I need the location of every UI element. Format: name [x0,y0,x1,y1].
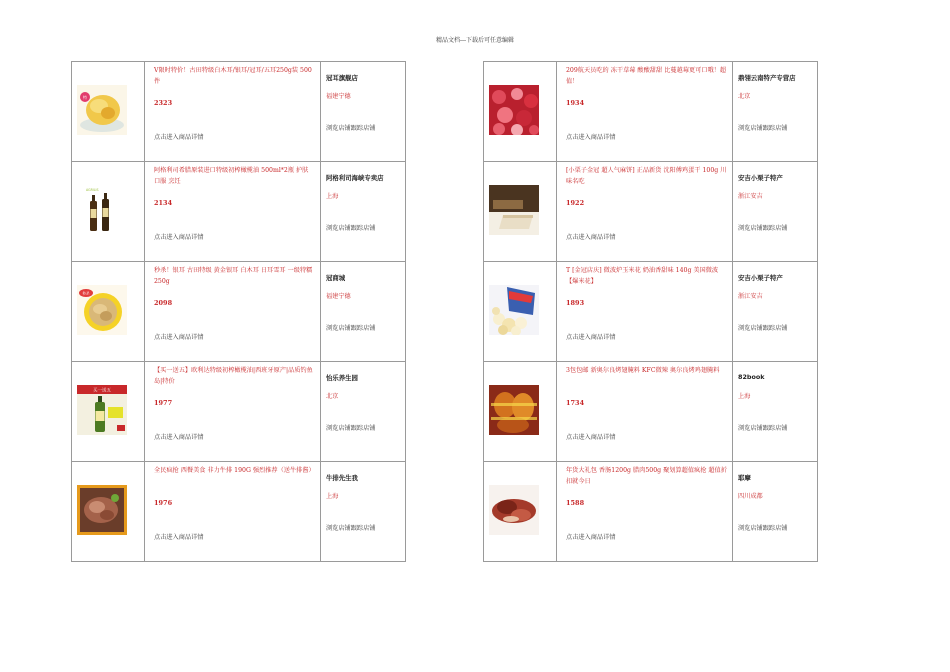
shop-location: 上海 [326,493,339,500]
left-product-table [71,61,406,562]
shop-follow-link[interactable]: 浏览店铺跟踪店铺 [738,425,788,432]
table-row [484,62,818,162]
product-price: 1977 [154,399,173,407]
shop-follow-link[interactable]: 浏览店铺跟踪店铺 [738,325,788,332]
product-title[interactable]: 全民疯抢 西餐美食 非力牛排 190G 强烈推荐（送牛排酱） [154,467,315,474]
shop-cell [733,262,818,362]
shop-name[interactable]: 安吉小栗子特产 [738,274,783,282]
shop-location: 浙江安吉 [738,293,763,300]
shop-follow-link[interactable]: 浏览店铺跟踪店铺 [738,225,788,232]
shop-location: 福建宁德 [326,293,351,300]
shop-location: 北京 [738,93,751,100]
table-row [72,62,406,162]
product-price: 1934 [566,99,585,107]
product-info-cell [557,162,733,262]
product-title[interactable]: [小栗子金冠 超人气麻饼] 正品新货 沈阳傅鸡蛋干 100g 川味名吃 [566,167,727,185]
shop-name[interactable]: 82book [738,373,765,381]
product-image-cell [72,262,145,362]
product-image-cell [484,462,557,562]
shop-cell [321,362,406,462]
product-detail-link[interactable]: 点击进入商品详情 [566,534,616,541]
product-info-cell [557,262,733,362]
product-image-cell [484,62,557,162]
product-image-cell [72,362,145,462]
shop-name[interactable]: 冠耳旗舰店 [326,74,358,82]
product-detail-link[interactable]: 点击进入商品详情 [566,434,616,441]
tremella-fungus-image[interactable] [77,85,127,135]
svg-text:秒杀: 秒杀 [82,291,90,296]
svg-text:买一送五: 买一送五 [93,388,111,394]
shop-follow-link[interactable]: 浏览店铺跟踪店铺 [326,425,376,432]
steak-image[interactable] [77,485,127,535]
product-title[interactable]: 秒杀！银耳 古田特级 黄金银耳 白木耳 日耳雪耳 一级特糯 250g [154,267,313,285]
product-detail-link[interactable]: 点击进入商品详情 [566,334,616,341]
product-price: 2323 [154,99,173,107]
right-product-table [483,61,818,562]
product-detail-link[interactable]: 点击进入商品详情 [154,334,204,341]
product-info-cell [145,262,321,362]
shop-location: 福建宁德 [326,93,351,100]
product-title[interactable]: T [金冠店庆] 微波炉玉米花 奶油香甜味 140g 美国微波【爆米花】 [566,267,719,285]
document-header-note: 精品文档---下载后可任意编辑 [435,37,515,44]
shop-cell [321,462,406,562]
shop-name[interactable]: 怡乐养生园 [326,374,358,382]
olive-oil-promo-image[interactable] [77,385,127,435]
product-info-cell [145,162,321,262]
product-info-cell [557,62,733,162]
product-price: 1893 [566,299,585,307]
freeze-dried-strawberry-image[interactable] [489,85,539,135]
shop-cell [321,62,406,162]
product-image-cell [72,62,145,162]
shop-cell [733,162,818,262]
shop-follow-link[interactable]: 浏览店铺跟踪店铺 [738,525,788,532]
shop-cell [321,262,406,362]
shop-name[interactable]: 冠商城 [326,274,346,282]
shop-location: 浙江安吉 [738,193,763,200]
roast-wings-image[interactable] [489,385,539,435]
shop-name[interactable]: 耶摩 [738,474,751,482]
shop-name[interactable]: 牛排先生我 [326,474,358,482]
shop-location: 北京 [326,393,339,400]
shop-cell [321,162,406,262]
product-title[interactable]: 209航天员吃的 冻干草莓 酸酸甜甜 比蔓越莓更可口哦！超值！ [566,67,727,85]
golden-fungus-image[interactable] [77,285,127,335]
product-image-cell [484,162,557,262]
product-detail-link[interactable]: 点击进入商品详情 [154,434,204,441]
shop-name[interactable]: 安吉小栗子特产 [738,174,783,182]
product-image-cell [72,462,145,562]
shop-cell [733,462,818,562]
shop-name[interactable]: 阿格利司海峡专卖店 [326,174,384,182]
shop-cell [733,62,818,162]
shop-follow-link[interactable]: 浏览店铺跟踪店铺 [326,325,376,332]
shop-cell [733,362,818,462]
dried-tofu-image[interactable] [489,185,539,235]
product-price: 2134 [154,199,173,207]
shop-follow-link[interactable]: 浏览店铺跟踪店铺 [326,125,376,132]
table-row [72,262,406,362]
table-row [72,362,406,462]
product-price: 1588 [566,499,585,507]
sausage-image[interactable] [489,485,539,535]
shop-follow-link[interactable]: 浏览店铺跟踪店铺 [326,225,376,232]
product-title[interactable]: V限时特价！古田特级白木耳/银耳/冠耳/五耳250g装 500件 [154,67,312,85]
product-image-cell [72,162,145,262]
shop-follow-link[interactable]: 浏览店铺跟踪店铺 [326,525,376,532]
product-detail-link[interactable]: 点击进入商品详情 [566,234,616,241]
product-title[interactable]: 阿格利司希腊原装进口特级初榨橄榄油 500ml*2瓶 护肤 口服 烹饪 [154,167,309,185]
product-info-cell [145,462,321,562]
product-info-cell [145,362,321,462]
product-detail-link[interactable]: 点击进入商品详情 [566,134,616,141]
table-row [484,462,818,562]
table-row [484,362,818,462]
product-price: 1734 [566,399,585,407]
table-row [72,462,406,562]
svg-text:特: 特 [83,95,87,100]
shop-location: 上海 [738,393,751,400]
product-price: 1922 [566,199,585,207]
product-title[interactable]: 年货大礼包 香肠1200g 腊肉500g 聚划算超值疯抢 超值折扣就今日 [566,467,727,485]
shop-location: 四川成都 [738,493,763,500]
shop-follow-link[interactable]: 浏览店铺跟踪店铺 [738,125,788,132]
shop-name[interactable]: 鼎翎云南特产专营店 [738,74,796,82]
svg-text:AGRILIS: AGRILIS [86,188,99,192]
product-image-cell [484,362,557,462]
product-title[interactable]: 【买一送五】欧利达特级初榨橄榄油|西班牙原产|品质钓鱼岛|特价 [154,367,313,385]
table-row [72,162,406,262]
shop-location: 上海 [326,193,339,200]
product-price: 1976 [154,499,173,507]
product-detail-link[interactable]: 点击进入商品详情 [154,534,204,541]
product-info-cell [557,462,733,562]
product-info-cell [557,362,733,462]
table-row [484,262,818,362]
popcorn-image[interactable] [489,285,539,335]
product-detail-link[interactable]: 点击进入商品详情 [154,134,204,141]
olive-oil-bottles-image[interactable] [77,185,127,235]
product-info-cell [145,62,321,162]
product-detail-link[interactable]: 点击进入商品详情 [154,234,204,241]
product-price: 2098 [154,299,173,307]
product-title[interactable]: 3包包邮 新奥尔良烤翅腌料 KFC微辣 奥尔良烤鸡翅腌料 [566,367,720,374]
product-image-cell [484,262,557,362]
table-row [484,162,818,262]
